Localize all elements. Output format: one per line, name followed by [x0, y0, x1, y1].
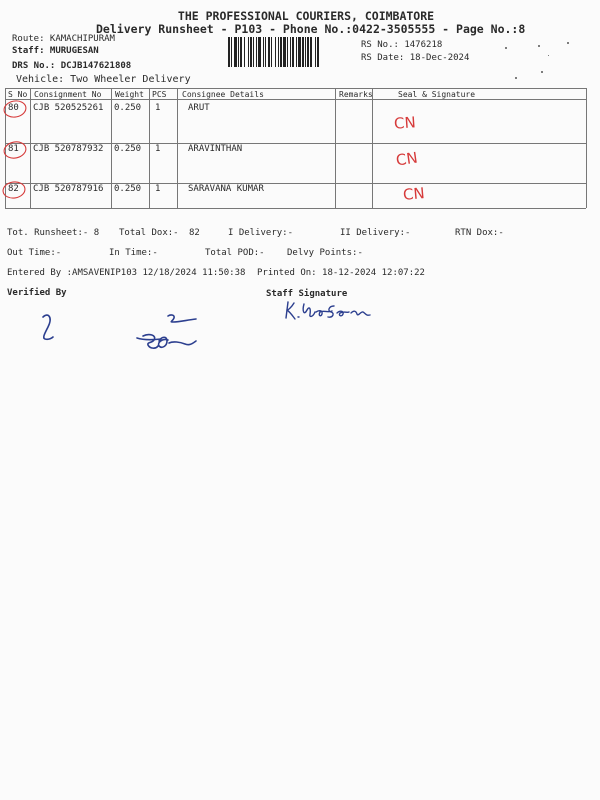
i-delivery: I Delivery:- — [228, 228, 294, 238]
row-consignment: CJB 520787916 — [33, 184, 104, 194]
row-consignment: CJB 520525261 — [33, 103, 104, 113]
rtn-dox: RTN Dox:- — [455, 228, 504, 238]
rs-number: RS No.: 1476218 — [361, 40, 443, 50]
ii-delivery: II Delivery:- — [340, 228, 411, 238]
in-time: In Time:- — [109, 248, 158, 258]
verified-by-label: Verified By — [7, 288, 67, 298]
row-consignee: ARUT — [188, 103, 210, 113]
row-pcs: 1 — [155, 103, 161, 113]
staff-label: Staff: MURUGESAN — [12, 46, 99, 56]
row-sno: 81 — [8, 144, 19, 154]
col-header-weight: Weight — [115, 90, 144, 99]
staff-signature-label: Staff Signature — [266, 289, 348, 299]
row-sno: 82 — [8, 184, 19, 194]
red-circle-marks — [0, 88, 40, 208]
handwritten-seal-mark: CN — [394, 148, 419, 170]
printed-on: Printed On: 18-12-2024 12:07:22 — [257, 268, 425, 278]
drs-number: DRS No.: DCJB147621808 — [12, 61, 132, 71]
out-time: Out Time:- — [7, 248, 62, 258]
staff-signature — [282, 298, 397, 328]
row-weight: 0.250 — [114, 103, 142, 113]
barcode — [228, 37, 355, 67]
row-consignee: ARAVINTHAN — [188, 144, 243, 154]
total-dox-label: Total Dox:- — [119, 228, 179, 238]
col-header-seal: Seal & Signature — [398, 90, 476, 99]
row-weight: 0.250 — [114, 184, 142, 194]
rs-date: RS Date: 18-Dec-2024 — [361, 53, 470, 63]
row-consignee: SARAVANA KUMAR — [188, 184, 264, 194]
route-label: Route: KAMACHIPURAM — [12, 34, 115, 44]
row-weight: 0.250 — [114, 144, 142, 154]
runsheet-title: Delivery Runsheet - P103 - Phone No.:0422-3505555 - Page No.:8 — [96, 22, 526, 36]
total-dox-value: 82 — [189, 228, 200, 238]
runsheet-table — [5, 88, 586, 208]
total-pod: Total POD:- — [205, 248, 265, 258]
row-consignment: CJB 520787932 — [33, 144, 104, 154]
row-sno: 80 — [8, 103, 19, 113]
row-pcs: 1 — [155, 184, 161, 194]
col-header-remarks: Remarks — [339, 90, 373, 99]
tot-runsheet: Tot. Runsheet:- 8 — [7, 228, 100, 238]
col-header-sno: S No — [8, 90, 28, 99]
col-header-consignee: Consignee Details — [182, 90, 264, 99]
handwritten-seal-mark: CN — [393, 113, 417, 133]
delvy-points: Delvy Points:- — [287, 248, 363, 258]
company-title: THE PROFESSIONAL COURIERS, COIMBATORE — [177, 9, 435, 23]
verifier-signature — [35, 305, 215, 365]
col-header-pcs: PCS — [152, 90, 167, 99]
row-pcs: 1 — [155, 144, 161, 154]
handwritten-seal-mark: CN — [402, 184, 426, 204]
vehicle-label: Vehicle: Two Wheeler Delivery — [16, 74, 191, 85]
entered-by: Entered By :AMSAVENIP103 12/18/2024 11:50:38 — [7, 268, 246, 278]
col-header-consignment: Consignment No — [34, 90, 102, 99]
